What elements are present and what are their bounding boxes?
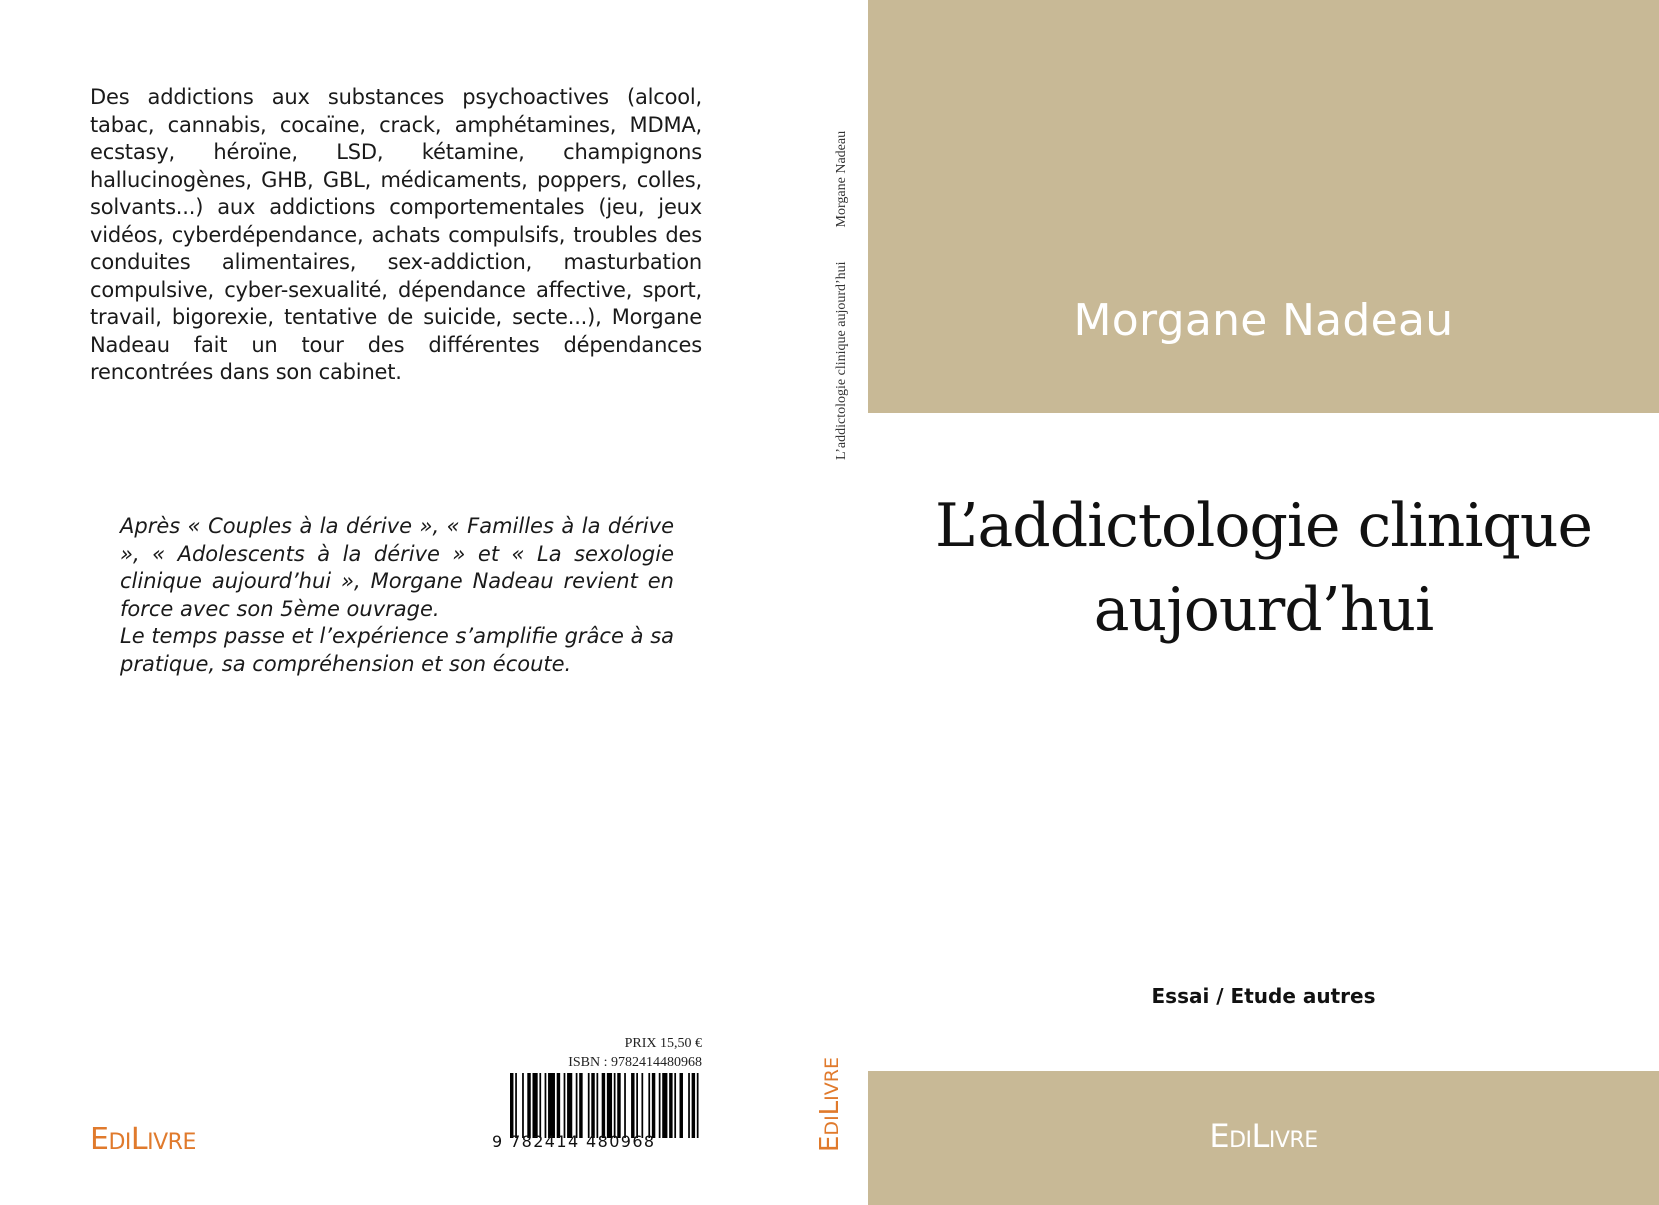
barcode-bar <box>564 1073 566 1138</box>
spine-text <box>834 131 850 460</box>
barcode-bar <box>648 1073 650 1138</box>
barcode <box>510 1073 702 1138</box>
barcode-bar <box>591 1073 594 1138</box>
barcode-bar <box>588 1073 590 1138</box>
front-author: Morgane Nadeau <box>1073 295 1454 346</box>
barcode-bar <box>567 1073 572 1138</box>
barcode-bar <box>652 1073 655 1138</box>
quote-paragraph: Après « Couples à la dérive », « Familles à la dérive », « Adolescents à la dérive » et « La sexologie clinique aujourd’hui », Morgane Nadeau revient en force avec son 5ème ouvrage. <box>120 514 674 621</box>
barcode-bar <box>557 1073 560 1138</box>
barcode-bar <box>688 1073 690 1138</box>
barcode-bar <box>579 1073 582 1138</box>
quote-paragraph: Le temps passe et l’expérience s’amplifie grâce à sa pratique, sa compréhension et son écoute. <box>120 624 674 676</box>
barcode-bar <box>596 1073 598 1138</box>
barcode-bar <box>674 1073 676 1138</box>
barcode-bar <box>631 1073 634 1138</box>
barcode-bar <box>662 1073 667 1138</box>
barcode-bar <box>641 1073 643 1138</box>
barcode-bar <box>680 1073 683 1138</box>
barcode-bar <box>548 1073 555 1138</box>
barcode-bar <box>522 1073 524 1138</box>
title-line: aujourd’hui <box>1093 575 1434 645</box>
spine-title: L’addictologie clinique aujourd’hui <box>834 261 849 460</box>
barcode-bar <box>614 1073 616 1138</box>
barcode-bar <box>515 1073 517 1138</box>
spine-author: Morgane Nadeau <box>834 130 849 228</box>
barcode-bar <box>602 1073 605 1138</box>
barcode-digits: 9 782414 480968 <box>492 1132 656 1151</box>
barcode-bar <box>659 1073 661 1138</box>
book-title <box>868 484 1659 652</box>
title-line: L’addictologie clinique <box>934 491 1592 561</box>
price-label: PRIX 15,50 € <box>624 1036 702 1051</box>
barcode-bar <box>697 1073 699 1138</box>
barcode-bar <box>692 1073 695 1138</box>
genre-label: Essai / Etude autres <box>1151 984 1376 1008</box>
back-cover-quote <box>120 513 674 678</box>
front-top-band <box>868 0 1659 413</box>
barcode-bar <box>576 1073 578 1138</box>
isbn-label: ISBN : 9782414480968 <box>568 1055 702 1070</box>
barcode-bar <box>532 1073 537 1138</box>
barcode-bar <box>607 1073 612 1138</box>
barcode-bar <box>545 1073 547 1138</box>
publisher-logo-front: EDILIVRE <box>1209 1117 1318 1155</box>
barcode-bar <box>624 1073 626 1138</box>
back-cover-blurb: Des addictions aux substances psychoactives (alcool, tabac, cannabis, cocaïne, crack, amphétamines, MDMA, ecstasy, héroïne, LSD, kétamine, champignons hallucinogènes, GHB, GBL, médicaments, poppers, colles, solvants...) aux addictions comportementales (jeu, jeux vidéos, cyberdépendance, achats compulsifs, troubles des conduites alimentaires, sex-addiction, masturbation compulsive, cyber-sexualité, dépendance affective, sport, travail, bigorexie, tentative de suicide, secte...), Morgane Nadeau fait un tour des différentes dépendances rencontrées dans son cabinet. <box>90 85 702 384</box>
barcode-bar <box>617 1073 620 1138</box>
barcode-bar <box>510 1073 513 1138</box>
publisher-logo-spine: EDILIVRE <box>815 1057 845 1152</box>
barcode-bar <box>669 1073 672 1138</box>
barcode-bar <box>636 1073 638 1138</box>
barcode-bar <box>539 1073 541 1138</box>
publisher-logo-back: EDILIVRE <box>90 1122 196 1157</box>
barcode-bar <box>527 1073 530 1138</box>
price-isbn-block <box>490 1034 702 1072</box>
